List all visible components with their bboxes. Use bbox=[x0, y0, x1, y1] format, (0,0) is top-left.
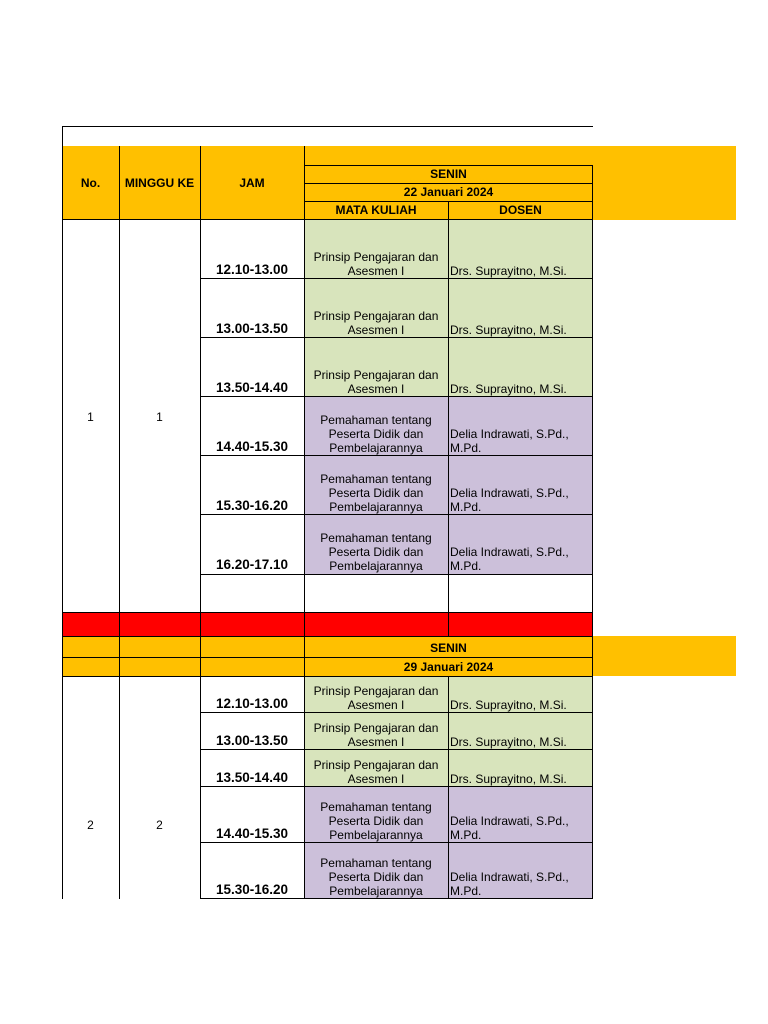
week1-row-2-mata-kuliah: Prinsip Pengajaran dan Asesmen I bbox=[304, 279, 448, 338]
week-separator-row bbox=[62, 613, 593, 636]
week2-no: 2 bbox=[87, 818, 94, 832]
week1-row-5-dosen: Delia Indrawati, S.Pd., M.Pd. bbox=[448, 456, 593, 515]
header-day-1: SENIN bbox=[430, 167, 467, 181]
week1-row-2-dosen: Drs. Suprayitno, M.Si. bbox=[448, 279, 593, 338]
week2-row-3-jam: 13.50-14.40 bbox=[215, 770, 289, 785]
week2-row-2-jam: 13.00-13.50 bbox=[215, 733, 289, 748]
header-mata-kuliah: MATA KULIAH bbox=[335, 203, 417, 217]
week1-row-5-jam: 15.30-16.20 bbox=[215, 498, 289, 513]
week2-row-4-dosen: Delia Indrawati, S.Pd., M.Pd. bbox=[448, 787, 593, 843]
week1-row-3-mata-kuliah: Prinsip Pengajaran dan Asesmen I bbox=[304, 338, 448, 397]
week1-row-6-jam: 16.20-17.10 bbox=[215, 557, 289, 572]
title-row-left-border bbox=[62, 126, 63, 146]
header-dosen: DOSEN bbox=[499, 203, 542, 217]
week1-row-3-jam: 13.50-14.40 bbox=[215, 380, 289, 395]
header-date-2: 29 Januari 2024 bbox=[403, 660, 494, 674]
week2-row-1-mata-kuliah: Prinsip Pengajaran dan Asesmen I bbox=[304, 677, 448, 713]
week1-minggu: 1 bbox=[156, 409, 163, 424]
week1-row-4-jam: 14.40-15.30 bbox=[215, 439, 289, 454]
week2-minggu: 2 bbox=[156, 818, 163, 832]
header-no: No. bbox=[80, 176, 101, 190]
header-minggu-ke: MINGGU KE bbox=[124, 176, 195, 190]
week1-no: 1 bbox=[87, 409, 94, 424]
week1-row-5-mata-kuliah: Pemahaman tentang Peserta Didik dan Pembelajarannya bbox=[304, 456, 448, 515]
week2-row-5-dosen: Delia Indrawati, S.Pd., M.Pd. bbox=[448, 843, 593, 899]
week2-row-5-jam: 15.30-16.20 bbox=[215, 882, 289, 897]
header-date-1: 22 Januari 2024 bbox=[403, 185, 494, 199]
header-jam: JAM bbox=[239, 176, 265, 190]
week1-row-3-dosen: Drs. Suprayitno, M.Si. bbox=[448, 338, 593, 397]
week1-row-2-jam: 13.00-13.50 bbox=[215, 321, 289, 336]
week2-row-5-mata-kuliah: Pemahaman tentang Peserta Didik dan Pembelajarannya bbox=[304, 843, 448, 899]
week2-row-1-jam: 12.10-13.00 bbox=[215, 696, 289, 711]
week2-row-1-dosen: Drs. Suprayitno, M.Si. bbox=[448, 677, 593, 713]
week1-row-4-mata-kuliah: Pemahaman tentang Peserta Didik dan Pembelajarannya bbox=[304, 397, 448, 456]
week2-row-4-mata-kuliah: Pemahaman tentang Peserta Didik dan Pembelajarannya bbox=[304, 787, 448, 843]
week1-row-4-dosen: Delia Indrawati, S.Pd., M.Pd. bbox=[448, 397, 593, 456]
week2-row-2-dosen: Drs. Suprayitno, M.Si. bbox=[448, 713, 593, 750]
header-day-2: SENIN bbox=[430, 640, 467, 655]
week2-row-3-mata-kuliah: Prinsip Pengajaran dan Asesmen I bbox=[304, 750, 448, 787]
week1-row-6-dosen: Delia Indrawati, S.Pd., M.Pd. bbox=[448, 515, 593, 574]
week2-row-4-jam: 14.40-15.30 bbox=[215, 826, 289, 841]
week2-row-2-mata-kuliah: Prinsip Pengajaran dan Asesmen I bbox=[304, 713, 448, 750]
week2-row-3-dosen: Drs. Suprayitno, M.Si. bbox=[448, 750, 593, 787]
week1-row-1-mata-kuliah: Prinsip Pengajaran dan Asesmen I bbox=[304, 220, 448, 279]
week1-row-6-mata-kuliah: Pemahaman tentang Peserta Didik dan Pembelajarannya bbox=[304, 515, 448, 574]
week1-row-1-dosen: Drs. Suprayitno, M.Si. bbox=[448, 220, 593, 279]
week1-row-1-jam: 12.10-13.00 bbox=[215, 262, 289, 277]
title-row-top-border bbox=[62, 126, 593, 127]
